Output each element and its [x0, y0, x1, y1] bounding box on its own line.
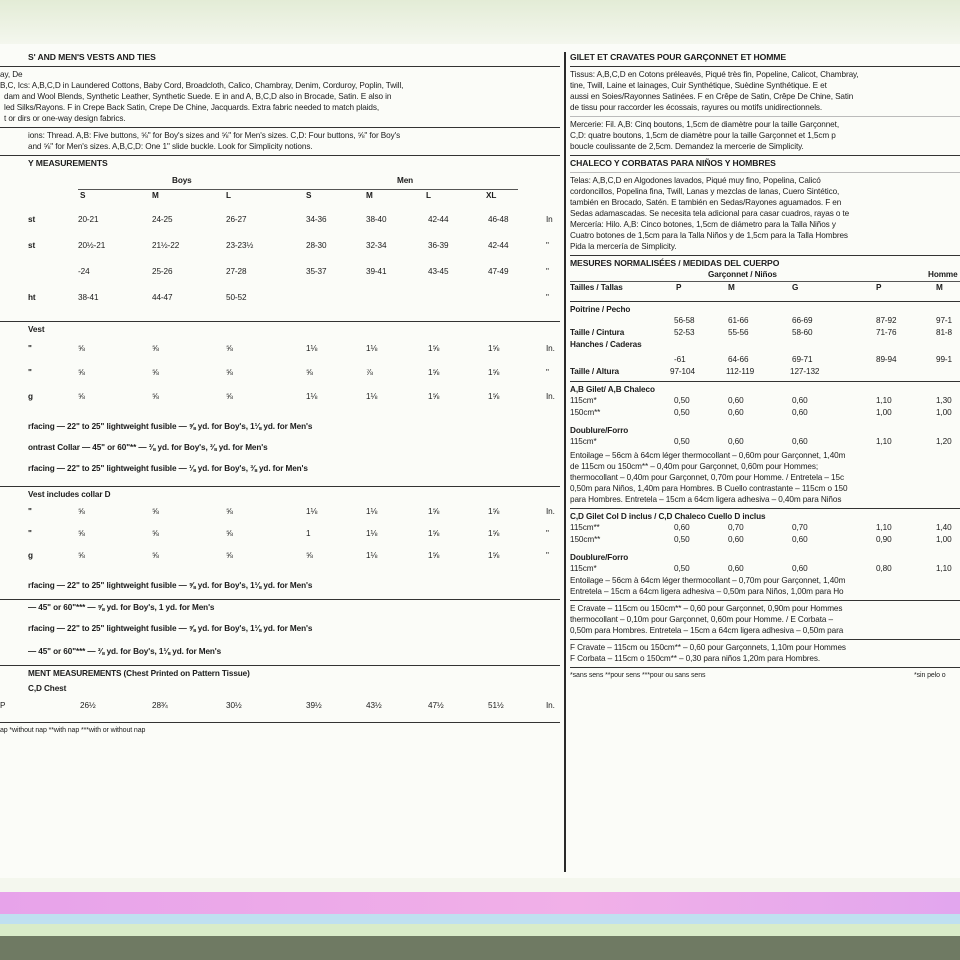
table-cell: ⅝	[152, 507, 159, 516]
mercerie-line: C,D: quatre boutons, 1,5cm de diamètre pour la taille Garçonnet et 1,5cm p	[570, 131, 836, 140]
telas-line: cordoncillos, Popelina fina, Twill, Lanas y mezclas de lanas, Cuero Sintético,	[570, 187, 840, 196]
table-cell: 1⅝	[428, 529, 440, 538]
entoilage-text: Entoilage – 56cm à 64cm léger thermocollant – 0,70m pour Garçonnet, 1,40m	[570, 576, 846, 585]
yardage-cell: 0,60	[792, 564, 808, 573]
table-cell: 1	[306, 529, 311, 538]
value: 87-92	[876, 316, 897, 325]
table-cell: 25-26	[152, 267, 173, 276]
contrast-collar-line: ontrast Collar — 45" or 60"** — ⅜ yd. for Boy's, ⅜ yd. for Men's	[28, 443, 268, 452]
yardage-row	[570, 534, 960, 546]
chest-label: C,D Chest	[28, 684, 67, 693]
table-cell: 38-40	[366, 215, 387, 224]
table-cell: 34-36	[306, 215, 327, 224]
tie-f-line: — 45" or 60"*** — ⅜ yd. for Boy's, 1⅛ yd. for Men's	[28, 647, 222, 656]
tissus-line: de tissu pour raccorder les écossais, rayures ou motifs unidirectionnels.	[570, 103, 823, 112]
table-cell: 23-23½	[226, 241, 254, 250]
table-cell: 1⅝	[428, 344, 440, 353]
value: 55-56	[728, 328, 749, 337]
table-cell: ⅝	[78, 344, 85, 353]
bottom-band	[0, 878, 960, 960]
table-cell: 46-48	[488, 215, 509, 224]
table-cell: 43-45	[428, 267, 449, 276]
unit-cell: "	[546, 529, 549, 538]
tailles-row	[570, 281, 960, 298]
table-row	[0, 266, 560, 292]
row-label: "	[28, 344, 32, 353]
poitrine-label: Poitrine / Pecho	[570, 305, 631, 314]
french-title: GILET ET CRAVATES POUR GARÇONNET ET HOMME	[570, 52, 786, 62]
row-label: "	[28, 368, 32, 377]
hanches-label: Hanches / Caderas	[570, 340, 642, 349]
size-label: G	[792, 283, 799, 292]
fabric-line: led Silks/Rayons. F in Crepe Back Satin, Crepe De Chine, Jacquards. Extra fabric needed to match plaids,	[4, 103, 380, 112]
chest-value: 30½	[226, 701, 242, 710]
telas-line: Sedas adamascadas. Se necesita tela adicional para casar cuadros, rayas o te	[570, 209, 850, 218]
size-label: XL	[486, 191, 497, 200]
size-header-row	[78, 189, 518, 204]
unit-cell: In.	[546, 507, 555, 516]
table-cell: 1⅝	[428, 368, 440, 377]
spanish-title: CHALECO Y CORBATAS PARA NIÑOS Y HOMBRES	[570, 158, 776, 168]
value: 112-119	[726, 367, 755, 376]
table-cell: 1⅝	[488, 368, 500, 377]
table-cell: ⅝	[152, 344, 159, 353]
footnote-right: *sans sens **pour sens ***pour ou sans sens	[570, 672, 706, 679]
table-cell: 1⅛	[366, 344, 378, 353]
rule	[0, 486, 560, 487]
hanches-row	[570, 354, 960, 366]
row-label: g	[28, 551, 33, 560]
table-cell: 1⅝	[428, 392, 440, 401]
tissus-line: tine, Twill, Laine et lainages, Cuir Synthétique, Suèdine Synthétique. E et	[570, 81, 827, 90]
footnote: ap *without nap **with nap ***with or without nap	[0, 727, 146, 734]
yardage-cell: 0,60	[728, 396, 744, 405]
column-divider	[564, 52, 566, 872]
table-cell: 35-37	[306, 267, 327, 276]
table-cell: 27-28	[226, 267, 247, 276]
table-cell: 1⅛	[366, 551, 378, 560]
value: -61	[674, 355, 686, 364]
unit-cell: In.	[546, 344, 555, 353]
yardage-cell: 0,50	[674, 396, 690, 405]
table-cell: 1⅝	[428, 507, 440, 516]
row-label: ht	[28, 293, 36, 302]
yardage-cell: 0,60	[674, 523, 690, 532]
ab-gilet-table	[570, 395, 960, 419]
yardage-cell: 0,90	[876, 535, 892, 544]
rule	[0, 722, 560, 723]
rule	[0, 127, 560, 128]
mesures-group-row	[570, 269, 960, 281]
yardage-row	[570, 395, 960, 407]
table-cell: ⅝	[226, 551, 233, 560]
yardage-row	[570, 563, 960, 575]
interfacing-line: rfacing — 22" to 25" lightweight fusible — ⅝ yd. for Boy's, 1⅛ yd. for Men's	[28, 422, 313, 431]
size-label: S	[80, 191, 86, 200]
table-cell: ⅝	[306, 551, 313, 560]
table-cell: ⅝	[78, 392, 85, 401]
chest-row	[0, 700, 560, 712]
table-cell: ⅝	[152, 368, 159, 377]
taille-row	[570, 327, 960, 339]
rule	[570, 301, 960, 302]
unit-cell: "	[546, 293, 549, 302]
hauteur-label: Taille / Altura	[570, 367, 619, 376]
value: 56-58	[674, 316, 695, 325]
merceria-line: Mercería: Hilo. A,B: Cinco botones, 1,5cm de diámetro para la Talla Niños y	[570, 220, 836, 229]
table-cell: 20-21	[78, 215, 99, 224]
yardage-cell: 1,00	[876, 408, 892, 417]
value: 81-8	[936, 328, 952, 337]
value: 71-76	[876, 328, 897, 337]
value: 97-1	[936, 316, 952, 325]
table-cell: 1⅛	[366, 529, 378, 538]
yardage-width: 150cm**	[570, 535, 601, 544]
rule	[570, 116, 960, 117]
table-cell: 24-25	[152, 215, 173, 224]
tissus-line: aussi en Soies/Rayonnes Satinées. F en Crêpe de Satin, Crêpe De Chine, Satin	[570, 92, 854, 101]
entoilage-text: thermocollant – 0,40m pour Garçonnet, 0,70m pour Homme. / Entretela – 15c	[570, 473, 844, 482]
size-label: L	[226, 191, 231, 200]
table-cell: ⅝	[78, 529, 85, 538]
interfacing-line: rfacing — 22" to 25" lightweight fusible — ⅝ yd. for Boy's, 1⅛ yd. for Men's	[28, 581, 313, 590]
yardage-cell: 1,30	[936, 396, 952, 405]
hauteur-row	[570, 366, 960, 378]
rule	[570, 508, 960, 509]
telas-line: Telas: A,B,C,D en Algodones lavados, Piqué muy fino, Popelina, Calicó	[570, 176, 821, 185]
tailles-label: Tailles / Tallas	[570, 283, 623, 292]
yardage-cell: 0,60	[728, 437, 744, 446]
french-spanish-column	[570, 52, 960, 682]
tie-e-line: — 45" or 60"*** — ⅝ yd. for Boy's, 1 yd. for Men's	[28, 603, 215, 612]
doublure-table	[570, 563, 960, 575]
measurement-table	[0, 214, 560, 318]
rule	[0, 665, 560, 666]
size-label: M	[936, 283, 943, 292]
entoilage-text: de 115cm ou 150cm** – 0,40m pour Garçonnet, 0,60m pour Hommes;	[570, 462, 819, 471]
cravate-f-line: F Cravate – 115cm ou 150cm** – 0,60 pour Garçonnets, 1,10m pour Hommes	[570, 643, 846, 652]
table-cell: ⅝	[226, 507, 233, 516]
table-cell: ⅝	[226, 392, 233, 401]
table-cell: ⅝	[78, 368, 85, 377]
row-label: "	[28, 507, 32, 516]
cravate-e-line: thermocollant – 0,10m pour Garçonnet, 0,60m pour Homme. / E Corbata –	[570, 615, 833, 624]
yardage-cell: 0,50	[674, 408, 690, 417]
entoilage-line	[570, 450, 960, 505]
table-row	[0, 343, 560, 367]
english-column	[0, 52, 560, 736]
chest-row-edge: P	[0, 701, 6, 710]
table-cell: 1⅛	[366, 507, 378, 516]
doublure-heading: Doublure/Forro	[570, 426, 629, 435]
chest-value: 28¾	[152, 701, 168, 710]
value: 66-69	[792, 316, 813, 325]
chest-value: 47½	[428, 701, 444, 710]
yardage-cell: 0,70	[792, 523, 808, 532]
unit-cell: "	[546, 368, 549, 377]
entoilage-text: para Hombres. Entretela – 15cm a 64cm ligera adhesiva – 0,40m para Niños	[570, 495, 842, 504]
table-cell: 26-27	[226, 215, 247, 224]
table-cell: 50-52	[226, 293, 247, 302]
yardage-cell: 1,00	[936, 535, 952, 544]
value: 127-132	[790, 367, 820, 376]
table-cell: 1⅝	[488, 507, 500, 516]
table-cell: ⅝	[226, 344, 233, 353]
unit-cell: In.	[546, 392, 555, 401]
table-cell: ⅝	[306, 368, 313, 377]
value: 97-104	[670, 367, 695, 376]
poitrine-row	[570, 315, 960, 327]
entoilage-text: Entretela – 15cm a 64cm ligera adhesiva – 0,50m para Niños, 1,00m para Ho	[570, 587, 844, 596]
value: 99-1	[936, 355, 952, 364]
rule	[570, 66, 960, 67]
yardage-cell: 0,50	[674, 564, 690, 573]
table-cell: 42-44	[488, 241, 509, 250]
rule	[0, 66, 560, 67]
rule	[0, 321, 560, 322]
yardage-cell: 0,60	[792, 535, 808, 544]
yardage-width: 115cm**	[570, 523, 600, 532]
table-cell: 1⅝	[428, 551, 440, 560]
collar-heading: Vest includes collar D	[28, 490, 111, 499]
row-label: "	[28, 529, 32, 538]
notions-line: ions: Thread. A,B: Five buttons, ⅝" for Boy's sizes and ⅝" for Men's sizes. C,D: Four buttons, ⅝" for Boy's	[28, 131, 401, 140]
merceria-line: Cuatro botones de 1,5cm para la Talla Niños y de 1,5cm para la Talla Hombres	[570, 231, 848, 240]
rule	[570, 255, 960, 256]
yardage-cell: 0,60	[728, 408, 744, 417]
fabric-line: dam and Wool Blends, Synthetic Leather, Synthetic Suede. E in and A, B,C,D also in Brocade, Satin. E also in	[4, 92, 392, 101]
yardage-cell: 1,10	[936, 564, 952, 573]
table-cell: 20½-21	[78, 241, 106, 250]
table-cell: 1⅝	[488, 529, 500, 538]
rule	[0, 155, 560, 156]
size-label: S	[306, 191, 312, 200]
telas-line: también en Brocado, Satén. E también en Sedas/Rayones aguamados. F en	[570, 198, 842, 207]
ab-gilet-heading: A,B Gilet/ A,B Chaleco	[570, 385, 655, 394]
interfacing-line: rfacing — 22" to 25" lightweight fusible — ⅝ yd. for Boy's, 1⅛ yd. for Men's	[28, 624, 313, 633]
collar-yardage-table	[0, 506, 560, 572]
yardage-cell: 0,60	[792, 396, 808, 405]
table-cell: 39-41	[366, 267, 387, 276]
table-cell: 21½-22	[152, 241, 180, 250]
row-label: st	[28, 241, 36, 250]
mesures-title: MESURES NORMALISÉES / MEDIDAS DEL CUERPO	[570, 258, 780, 268]
table-cell: 38-41	[78, 293, 99, 302]
value: 64-66	[728, 355, 749, 364]
unit-cell: In	[546, 215, 553, 224]
chest-value: 51½	[488, 701, 504, 710]
unit-cell: "	[546, 267, 549, 276]
fabric-line: ay, De	[0, 70, 23, 79]
table-row	[0, 528, 560, 550]
yardage-row	[570, 522, 960, 534]
yardage-cell: 0,60	[728, 564, 744, 573]
men-header: Men	[397, 176, 414, 185]
yardage-row	[570, 407, 960, 419]
table-row	[0, 550, 560, 572]
yardage-cell: 0,50	[674, 535, 690, 544]
table-cell: 1⅛	[306, 392, 318, 401]
top-band	[0, 0, 960, 44]
table-row	[0, 240, 560, 266]
cravate-e-line: 0,50m para Hombres. Entretela – 15cm a 64cm ligera adhesiva – 0,50m para	[570, 626, 844, 635]
yardage-width: 150cm**	[570, 408, 601, 417]
doublure-heading: Doublure/Forro	[570, 553, 629, 562]
table-row	[0, 506, 560, 528]
size-label: M	[728, 283, 735, 292]
yardage-cell: 0,60	[792, 437, 808, 446]
table-row	[0, 214, 560, 240]
yardage-cell: 0,70	[728, 523, 744, 532]
cd-gilet-heading: C,D Gilet Col D inclus / C,D Chaleco Cuello D inclus	[570, 512, 766, 521]
entoilage-text: Entoilage – 56cm à 64cm léger thermocollant – 0,60m pour Garçonnet, 1,40m	[570, 451, 846, 460]
table-cell: ⅝	[152, 392, 159, 401]
table-cell: ⅝	[152, 551, 159, 560]
vest-label: Vest	[28, 325, 45, 334]
yardage-cell: 0,80	[876, 564, 892, 573]
table-cell: 28-30	[306, 241, 327, 250]
yardage-cell: 1,10	[876, 396, 892, 405]
rule	[0, 599, 560, 600]
doublure-table	[570, 436, 960, 448]
chest-value: 39½	[306, 701, 322, 710]
table-cell: 1⅛	[306, 344, 318, 353]
taille-label: Taille / Cintura	[570, 328, 625, 337]
value: 89-94	[876, 355, 897, 364]
chest-value: 43½	[366, 701, 382, 710]
yardage-cell: 1,00	[936, 408, 952, 417]
rule	[570, 600, 960, 601]
unit-cell: "	[546, 551, 549, 560]
mercerie-line: boucle coulissante de 2,5cm. Demandez la mercerie de Simplicity.	[570, 142, 804, 151]
table-cell: 1⅝	[488, 392, 500, 401]
table-cell: 1⅝	[488, 344, 500, 353]
body-measurements-heading: Y MEASUREMENTS	[28, 158, 108, 168]
table-cell: 1⅝	[488, 551, 500, 560]
table-cell: 1⅛	[366, 392, 378, 401]
table-cell: -24	[78, 267, 90, 276]
rule	[570, 172, 960, 173]
table-cell: ⅝	[226, 368, 233, 377]
yardage-width: 115cm*	[570, 564, 597, 573]
english-title: S' AND MEN'S VESTS AND TIES	[28, 52, 156, 62]
yardage-cell: 1,20	[936, 437, 952, 446]
unit-cell: "	[546, 241, 549, 250]
garconnet-header: Garçonnet / Niños	[708, 270, 777, 279]
table-cell: 36-39	[428, 241, 449, 250]
table-row	[0, 367, 560, 391]
rule	[570, 667, 960, 668]
rule	[570, 381, 960, 382]
value: 58-60	[792, 328, 813, 337]
value: 61-66	[728, 316, 749, 325]
yardage-width: 115cm*	[570, 437, 597, 446]
chest-unit: In.	[546, 701, 555, 710]
size-label: M	[366, 191, 373, 200]
vest-yardage-table	[0, 343, 560, 415]
size-label: P	[676, 283, 682, 292]
group-header-row	[0, 175, 560, 189]
yardage-cell: 0,60	[792, 408, 808, 417]
yardage-row	[570, 436, 960, 448]
table-row	[0, 292, 560, 318]
merceria-line: Pida la mercería de Simplicity.	[570, 242, 677, 251]
size-label: M	[152, 191, 159, 200]
table-cell: ⅞	[366, 368, 373, 377]
notions-line: and ⅝" for Men's sizes. A,B,C,D: One 1" slide buckle. Look for Simplicity notions.	[28, 142, 313, 151]
table-row	[0, 391, 560, 415]
size-label: P	[876, 283, 882, 292]
entoilage-text: 0,50m para Niños, 1,40m para Hombres. B Cuello contrastante – 115cm o 150	[570, 484, 848, 493]
yardage-cell: 1,10	[876, 437, 892, 446]
boys-header: Boys	[172, 176, 192, 185]
tissus-line: Tissus: A,B,C,D en Cotons préleavés, Piqué très fin, Popeline, Calicot, Chambray,	[570, 70, 859, 79]
interfacing-line: rfacing — 22" to 25" lightweight fusible — ⅛ yd. for Boy's, ⅜ yd. for Men's	[28, 464, 308, 473]
mercerie-line: Mercerie: Fil. A,B: Cinq boutons, 1,5cm de diamètre pour la taille Garçonnet,	[570, 120, 839, 129]
homme-header: Homme	[928, 270, 958, 279]
fabric-line: B,C, Ics: A,B,C,D in Laundered Cottons, Baby Cord, Broadcloth, Calico, Chambray, Denim, Corduroy, Poplin, Twill,	[0, 81, 404, 90]
footnote-row	[570, 670, 960, 682]
size-label: L	[426, 191, 431, 200]
cd-gilet-table	[570, 522, 960, 546]
table-cell: ⅝	[78, 551, 85, 560]
table-cell: ⅝	[152, 529, 159, 538]
yardage-cell: 1,10	[876, 523, 892, 532]
row-label: g	[28, 392, 33, 401]
table-cell: ⅝	[78, 507, 85, 516]
garment-measurements-heading: MENT MEASUREMENTS (Chest Printed on Pattern Tissue)	[28, 669, 250, 678]
table-cell: 42-44	[428, 215, 449, 224]
chest-value: 26½	[80, 701, 96, 710]
value: 52-53	[674, 328, 695, 337]
row-label: st	[28, 215, 36, 224]
pattern-envelope-sheet	[0, 44, 960, 878]
fabric-line: t or dirs or one-way design fabrics.	[4, 114, 126, 123]
yardage-cell: 0,60	[728, 535, 744, 544]
table-cell: 32-34	[366, 241, 387, 250]
table-cell: 1⅛	[306, 507, 318, 516]
yardage-width: 115cm*	[570, 396, 597, 405]
yardage-cell: 0,50	[674, 437, 690, 446]
cravate-e-line: E Cravate – 115cm ou 150cm** – 0,60 pour Garçonnet, 0,90m pour Hommes	[570, 604, 843, 613]
footnote-far: *sin pelo o	[914, 672, 946, 679]
rule	[570, 639, 960, 640]
table-cell: 47-49	[488, 267, 509, 276]
cravate-f-line: F Corbata – 115cm o 150cm** – 0,30 para niños 1,20m para Hombres.	[570, 654, 821, 663]
rule	[570, 155, 960, 156]
table-cell: ⅝	[226, 529, 233, 538]
table-cell: 44-47	[152, 293, 173, 302]
value: 69-71	[792, 355, 813, 364]
yardage-cell: 1,40	[936, 523, 952, 532]
